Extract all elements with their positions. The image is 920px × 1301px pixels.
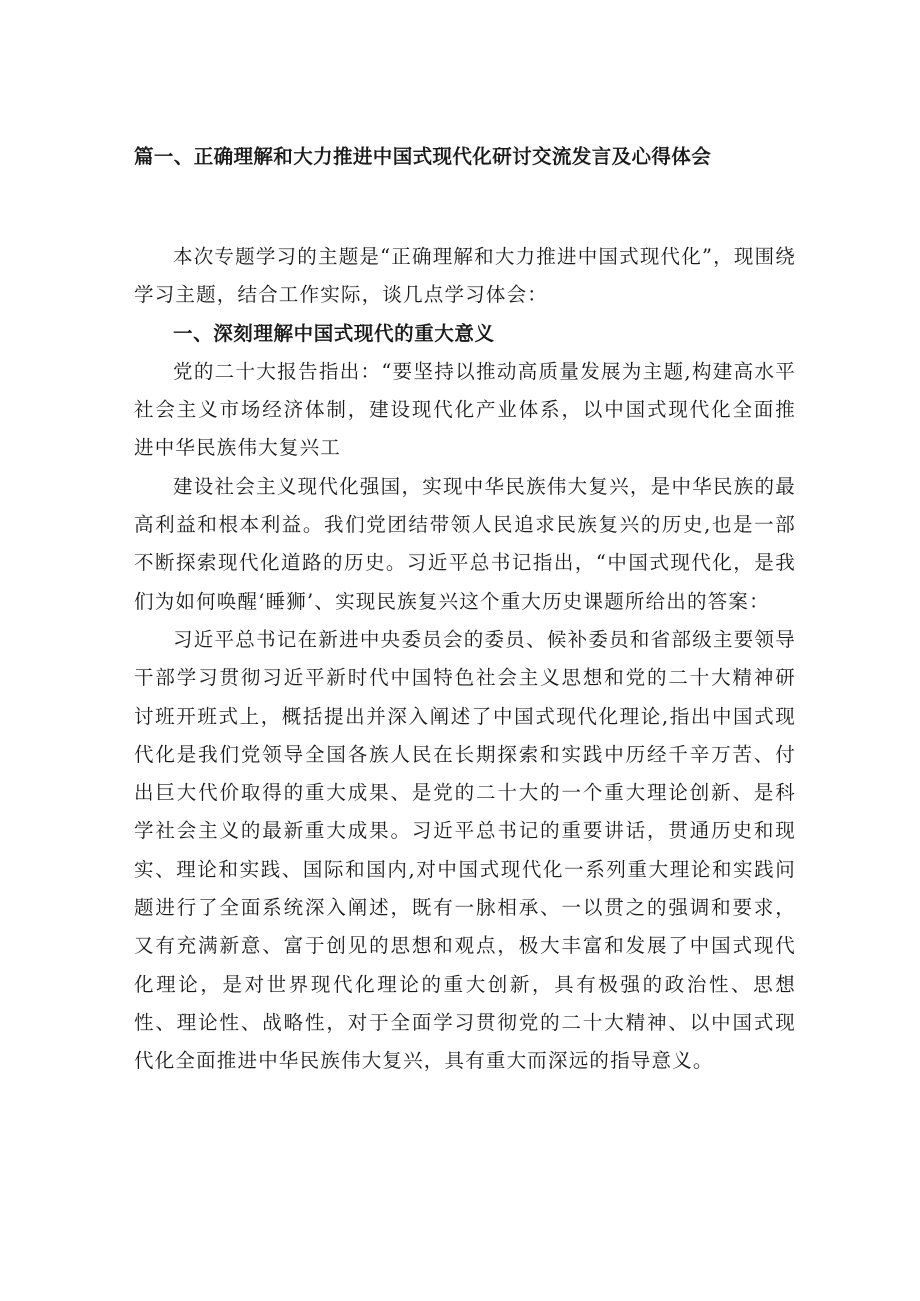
body-paragraph: 建设社会主义现代化强国，实现中华民族伟大复兴，是中华民族的最高利益和根本利益。我们党团结带领人民追求民族复兴的历史,也是一部不断探索现代化道路的历史。习近平总书记指出，“中国式现代化，是我们为如何唤醒‘睡狮’、实现民族复兴这个重大历史课题所给出的答案： bbox=[134, 474, 796, 613]
body-paragraph: 党的二十大报告指出：“要坚持以推动高质量发展为主题,构建高水平社会主义市场经济体制，建设现代化产业体系，以中国式现代化全面推进中华民族伟大复兴工 bbox=[134, 359, 796, 460]
document-body bbox=[134, 238, 796, 1081]
section-heading: 一、深刻理解中国式现代的重大意义 bbox=[173, 321, 495, 345]
document-title: 篇一、正确理解和大力推进中国式现代化研讨交流发言及心得体会 bbox=[134, 145, 712, 168]
body-paragraph: 习近平总书记在新进中央委员会的委员、候补委员和省部级主要领导干部学习贯彻习近平新时代中国特色社会主义思想和党的二十大精神研讨班开班式上，概括提出并深入阐述了中国式现代化理论,指出中国式现代化是我们党领导全国各族人民在长期探索和实践中历经千辛万苦、付出巨大代价取得的重大成果、是党的二十大的一个重大理论创新、是科学社会主义的最新重大成果。习近平总书记的重要讲话，贯通历史和现实、理论和实践、国际和国内,对中国式现代化一系列重大理论和实践问题进行了全面系统深入阐述，既有一脉相承、一以贯之的强调和要求，又有充满新意、富于创见的思想和观点，极大丰富和发展了中国式现代化理论，是对世界现代化理论的重大创新，具有极强的政治性、思想性、理论性、战略性，对于全面学习贯彻党的二十大精神、以中国式现代化全面推进中华民族伟大复兴，具有重大而深远的指导意义。 bbox=[134, 627, 796, 1073]
intro-paragraph: 本次专题学习的主题是“正确理解和大力推进中国式现代化”，现围绕学习主题，结合工作实际，谈几点学习体会： bbox=[134, 245, 796, 307]
